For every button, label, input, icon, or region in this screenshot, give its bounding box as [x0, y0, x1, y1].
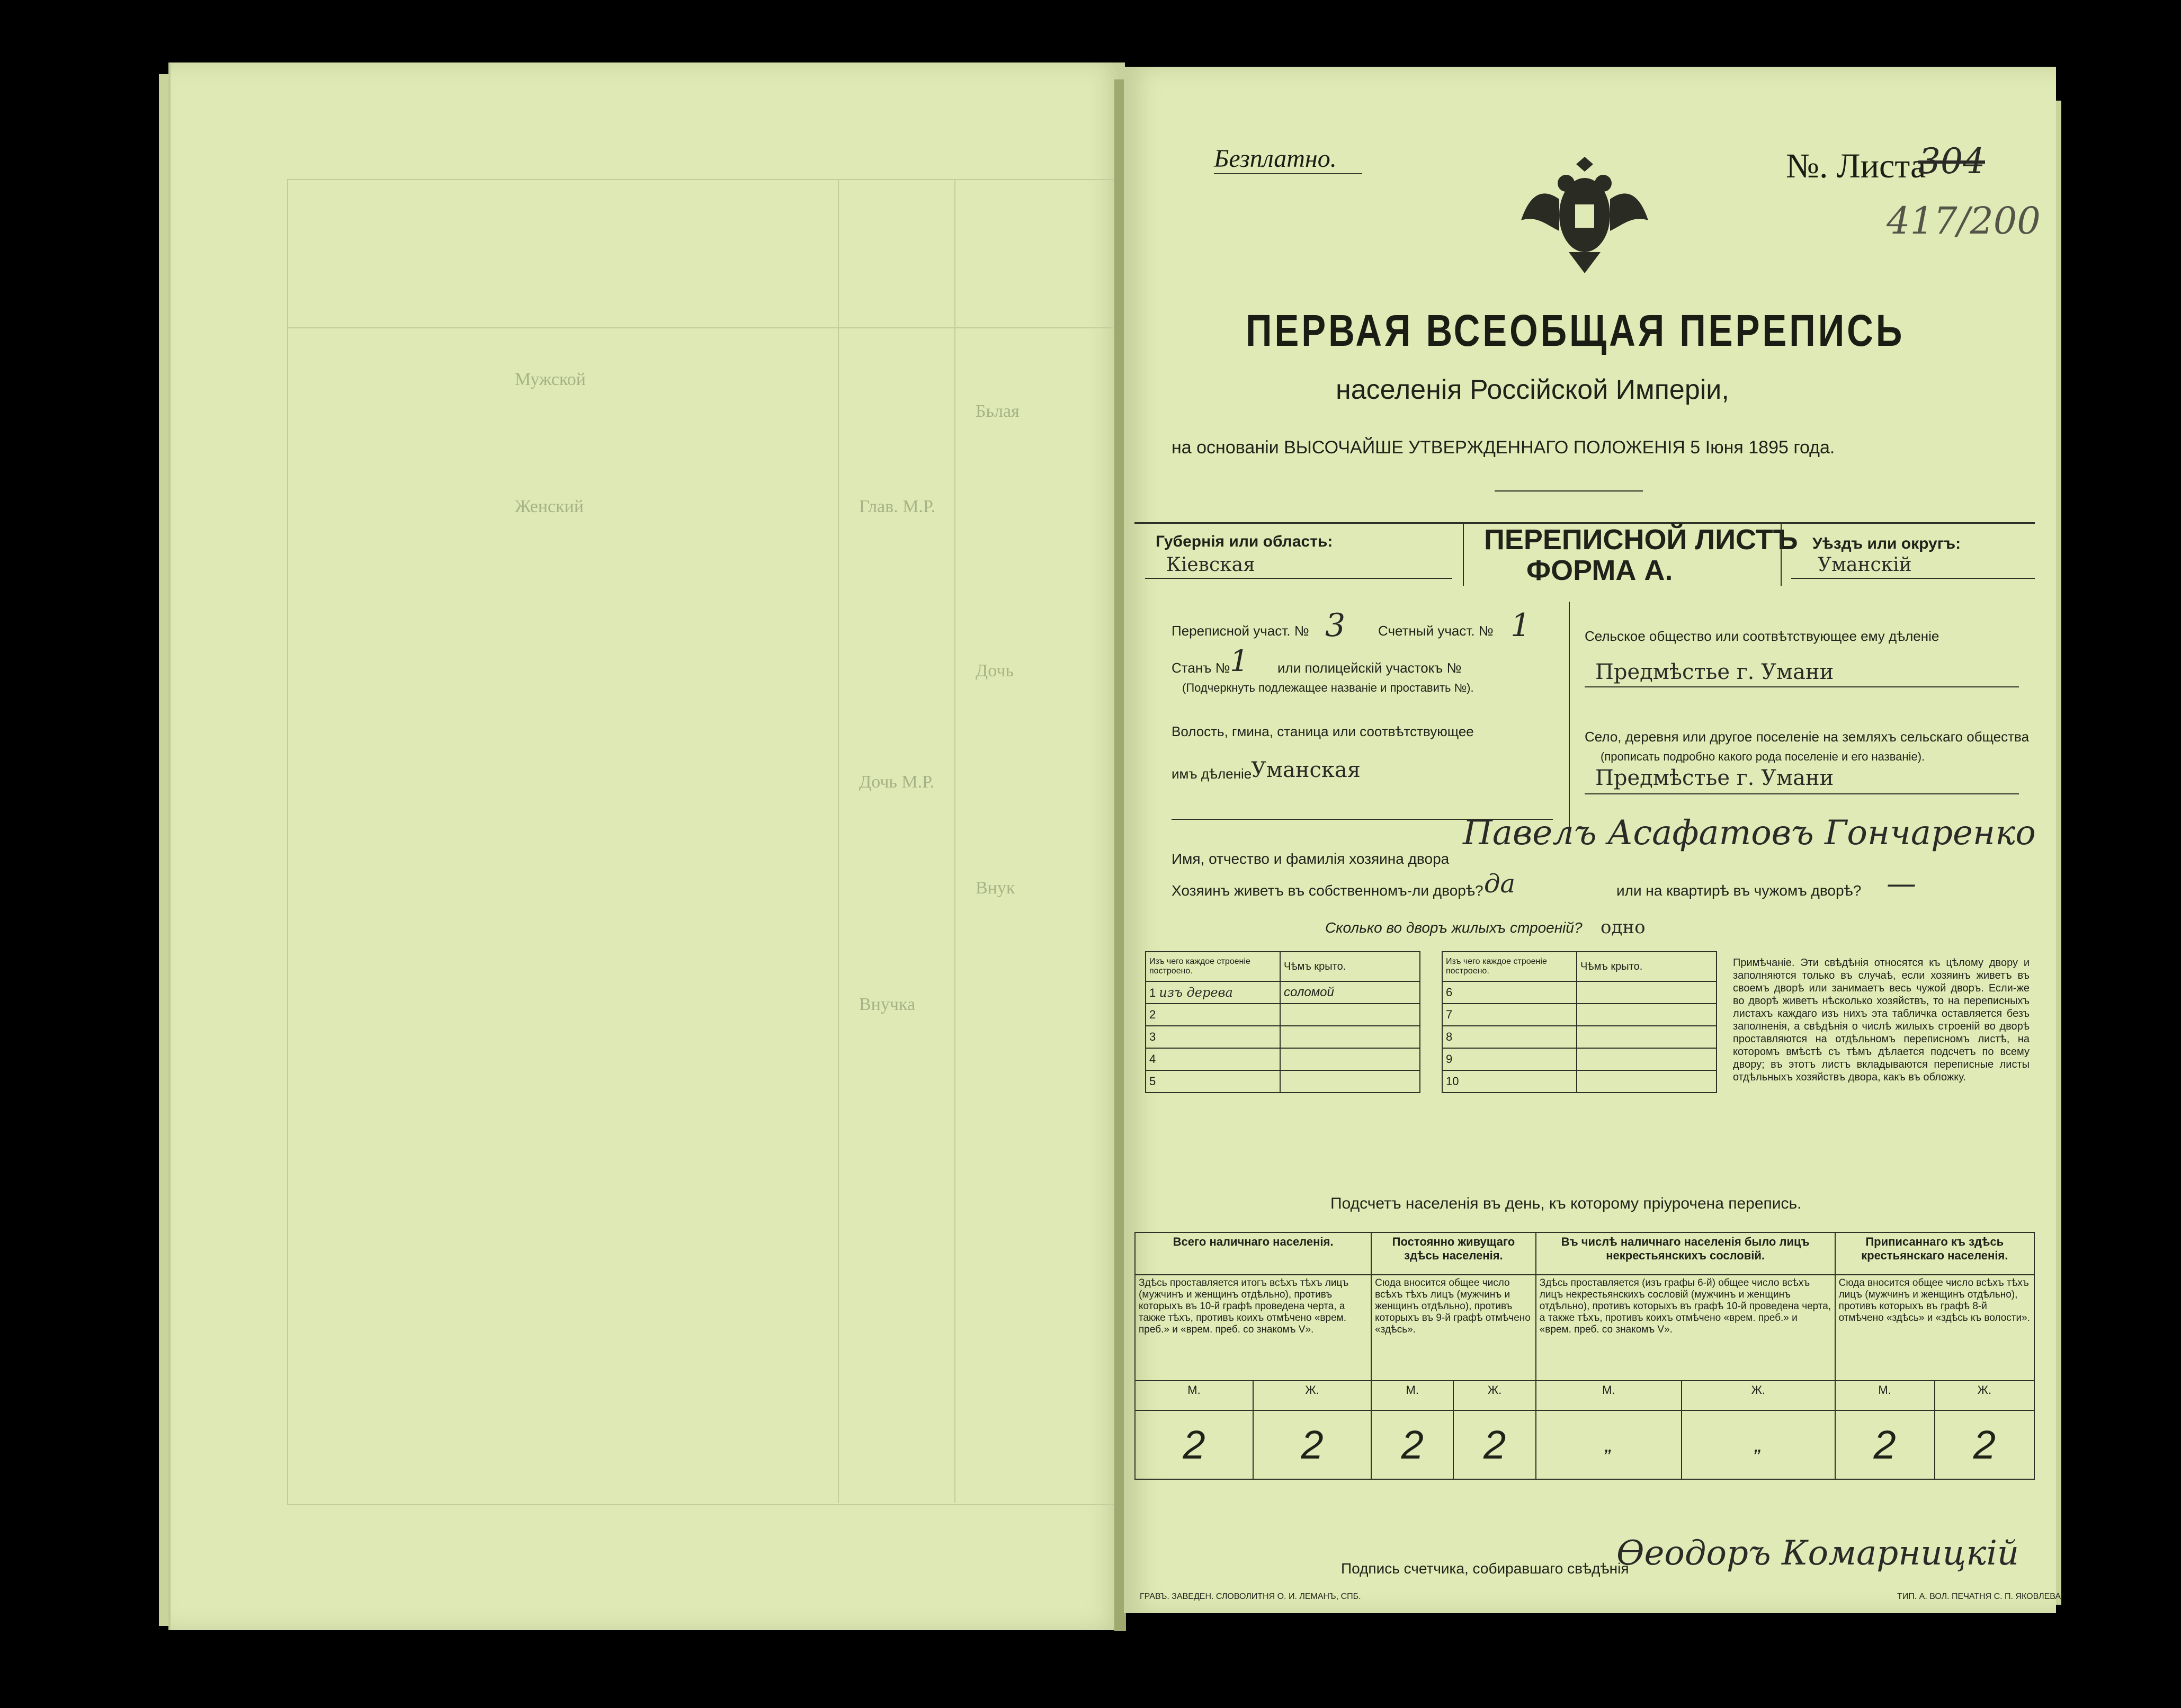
form-header-divider-1 — [1463, 522, 1464, 586]
pop-m-value: „ — [1536, 1410, 1682, 1479]
buildings-value: одно — [1601, 917, 1646, 938]
pop-col-head: Приписаннаго къ здѣсь крестьянскаго населенія. — [1835, 1232, 2034, 1275]
count-section-label: Счетный участ. № — [1378, 623, 1494, 639]
pop-f-value: „ — [1682, 1410, 1835, 1479]
volost-value: Уманская — [1251, 758, 1361, 782]
stan-value: 1 — [1230, 644, 1249, 678]
pop-f-value: 2 — [1253, 1410, 1371, 1479]
sheet-title-2: ФОРМА А. — [1526, 555, 1673, 586]
pop-m-label: М. — [1835, 1381, 1935, 1410]
sheet-no-value: 304 — [1918, 141, 1985, 182]
form-header-divider-2 — [1781, 522, 1782, 586]
pop-col-desc: Здѣсь проставляется (изъ графы 6-й) общее число всѣхъ лицъ некрестьянскихъ сословій (мужчинъ и женщинъ отдѣльно), противъ которыхъ въ графѣ 10-й проведена черта, а также тѣхъ, противъ коихъ отмѣчено «врем. преб.» и «врем. преб. со знакомъ V». — [1536, 1275, 1835, 1381]
archive-mark: 417/200 — [1887, 199, 2041, 243]
buildings-col-material: Изъ чего каждое строеніе построено. — [1442, 952, 1577, 981]
pop-f-label: Ж. — [1935, 1381, 2034, 1410]
row-roof — [1577, 1026, 1717, 1048]
buildings-row — [1146, 1070, 1420, 1093]
buildings-row — [1442, 1048, 1717, 1070]
pop-f-label: Ж. — [1682, 1381, 1835, 1410]
census-section-value: 3 — [1325, 607, 1346, 644]
row-number: 1 — [1149, 986, 1156, 999]
gubernia-value: Кіевская — [1166, 554, 1255, 576]
row-roof — [1577, 1004, 1717, 1026]
row-roof — [1577, 981, 1717, 1004]
row-roof — [1280, 1004, 1420, 1026]
ornament-divider — [1495, 490, 1643, 492]
buildings-row — [1146, 1026, 1420, 1048]
society-label: Сельское общество или соотвѣтствующее ему дѣленіе — [1585, 628, 1939, 644]
pop-m-label: М. — [1536, 1381, 1682, 1410]
row-number: 10 — [1442, 1070, 1577, 1093]
row-roof — [1280, 1048, 1420, 1070]
uezd-value: Уманскій — [1818, 554, 1912, 576]
row-roof — [1280, 1026, 1420, 1048]
signature-label: Подпись счетчика, собиравшаго свѣдѣнія — [1341, 1560, 1629, 1577]
buildings-row — [1146, 1004, 1420, 1026]
buildings-row — [1442, 981, 1717, 1004]
census-section-label: Переписной участ. № — [1172, 623, 1309, 639]
left-page — [168, 62, 1125, 1630]
buildings-row — [1146, 981, 1420, 1004]
society-value: Предмѣстье г. Умани — [1595, 660, 1834, 684]
census-basis: на основаніи ВЫСОЧАЙШЕ УТВЕРЖДЕННАГО ПОЛОЖЕНІЯ 5 Іюня 1895 года. — [1172, 437, 1835, 458]
row-roof — [1577, 1048, 1717, 1070]
owner-value: Павелъ Асафатовъ Гончаренко — [1463, 813, 2036, 853]
pop-col-desc: Сюда вносится общее число всѣхъ тѣхъ лицъ (мужчинъ и женщинъ отдѣльно), противъ которыхъ въ графѣ 8-й отмѣчено «здѣсь» и «здѣсь къ волости». — [1835, 1275, 2034, 1381]
village-note: (прописать подробно какого рода поселеніе и его названіе). — [1601, 750, 1925, 763]
uezd-label: Уѣздъ или округъ: — [1812, 535, 1961, 552]
buildings-row — [1442, 1026, 1717, 1048]
pop-col-head: Всего наличнаго населенія. — [1135, 1232, 1371, 1275]
pop-m-value: 2 — [1371, 1410, 1453, 1479]
volost-label-1: Волость, гмина, станица или соотвѣтствующее — [1172, 723, 1474, 739]
row-number: 3 — [1146, 1026, 1280, 1048]
pop-col-desc: Сюда вносится общее число всѣхъ тѣхъ лицъ (мужчинъ и женщинъ отдѣльно), противъ которыхъ въ 9-й графѣ отмѣчено «здѣсь». — [1371, 1275, 1536, 1381]
stan-note: (Подчеркнуть подлежащее названіе и проставить №). — [1182, 681, 1474, 694]
buildings-table-right — [1442, 951, 1717, 1093]
left-ghost-row-2: Глав. М.Р. — [859, 497, 936, 516]
gubernia-label: Губернія или область: — [1156, 533, 1333, 550]
row-number: 6 — [1442, 981, 1577, 1004]
left-ghost-header-line — [287, 327, 1113, 328]
population-heading: Подсчетъ населенія въ день, къ которому пріурочена перепись. — [1330, 1195, 1802, 1212]
left-ghost-col-2 — [954, 179, 955, 1503]
row-number: 9 — [1442, 1048, 1577, 1070]
printer-right: ТИП. А. ВОЛ. ПЕЧАТНЯ С. П. ЯКОВЛЕВА. — [1897, 1592, 2063, 1601]
row-number: 2 — [1146, 1004, 1280, 1026]
count-section-value: 1 — [1510, 607, 1531, 644]
sheet-no-label: №. Листа — [1786, 147, 1926, 185]
uezd-underline — [1791, 578, 2035, 579]
row-material: изъ дерева — [1159, 985, 1233, 1000]
pop-col-desc: Здѣсь проставляется итогъ всѣхъ тѣхъ лицъ (мужчинъ и женщинъ отдѣльно), противъ которыхъ въ 10-й графѣ проведена черта, а также тѣхъ, противъ коихъ отмѣчено «врем. преб.» и «врем. преб. со знакомъ V». — [1135, 1275, 1371, 1381]
census-title: ПЕРВАЯ ВСЕОБЩАЯ ПЕРЕПИСЬ — [1246, 306, 1905, 355]
right-page — [1124, 67, 2063, 1613]
row-number: 5 — [1146, 1070, 1280, 1093]
village-label: Село, деревня или другое поселеніе на земляхъ сельскаго общества — [1585, 729, 2030, 745]
pop-col-head: Въ числѣ наличнаго населенія было лицъ некрестьянскихъ сословій. — [1536, 1232, 1835, 1275]
own-house-label: Хозяинъ живетъ въ собственномъ-ли дворѣ? — [1172, 882, 1483, 899]
left-ghost-row-1: Бьлая — [976, 401, 1020, 421]
row-number: 7 — [1442, 1004, 1577, 1026]
pop-m-value: 2 — [1135, 1410, 1253, 1479]
pop-m-label: М. — [1371, 1381, 1453, 1410]
left-ghost-row-5: Внук — [976, 878, 1015, 898]
stan-label: Станъ № — [1172, 660, 1230, 676]
gubernia-underline — [1145, 578, 1452, 579]
left-ghost-row-4: Дочь М.Р. — [859, 772, 935, 792]
owner-label: Имя, отчество и фамилія хозяина двора — [1172, 851, 1450, 867]
buildings-label: Сколько во дворъ жилыхъ строеній? — [1325, 919, 1583, 936]
left-ghost-col-1 — [838, 179, 839, 1503]
buildings-col-roof: Чѣмъ крыто. — [1577, 952, 1717, 981]
buildings-note: Примѣчаніе. Эти свѣдѣнія относятся къ цѣлому двору и заполняются только въ случаѣ, если хозяинъ живетъ въ своемъ дворѣ или занимаетъ весь чужой дворъ. Если-же во дворѣ живетъ нѣсколько хозяйствъ, то на переписныхъ листахъ каждаго изъ нихъ эта табличка оставляется безъ заполненія, а свѣдѣнія о числѣ жилыхъ строеній во дворѣ проставляются на отдѣльномъ переписномъ листѣ, на которомъ вмѣстѣ съ тѣмъ дѣлается подсчетъ по всему двору; въ этотъ листъ вкладываются переписные листы отдѣльныхъ хозяйствъ двора, какъ въ обложку. — [1733, 957, 2030, 1083]
double-headed-eagle-icon — [1516, 146, 1653, 284]
pop-col-head: Постоянно живущаго здѣсь населенія. — [1371, 1232, 1536, 1275]
row-roof: соломой — [1280, 981, 1420, 1004]
rent-value: — — [1887, 866, 1916, 901]
row-number: 8 — [1442, 1026, 1577, 1048]
free-label: Безплатно. — [1214, 144, 1362, 174]
left-ghost-header-2: Женский — [515, 497, 584, 516]
buildings-row — [1146, 1048, 1420, 1070]
left-ghost-header-1: Мужской — [515, 370, 586, 389]
row-roof — [1577, 1070, 1717, 1093]
buildings-col-roof: Чѣмъ крыто. — [1280, 952, 1420, 981]
pop-f-label: Ж. — [1253, 1381, 1371, 1410]
left-ghost-grid — [287, 179, 1115, 1505]
buildings-col-material: Изъ чего каждое строеніе построено. — [1146, 952, 1280, 981]
rent-label: или на квартирѣ въ чужомъ дворѣ? — [1616, 882, 1862, 899]
signature-value: Ѳеодоръ Комарницкій — [1616, 1534, 2019, 1573]
pop-m-label: М. — [1135, 1381, 1253, 1410]
census-subtitle: населенія Россійской Имперіи, — [1336, 374, 1729, 405]
row-number: 4 — [1146, 1048, 1280, 1070]
village-underline — [1585, 793, 2019, 794]
pop-f-value: 2 — [1453, 1410, 1535, 1479]
pop-m-value: 2 — [1835, 1410, 1935, 1479]
society-underline — [1585, 686, 2019, 687]
printer-left: ГРАВЪ. ЗАВЕДЕН. СЛОВОЛИТНЯ О. И. ЛЕМАНЪ, СПБ. — [1140, 1592, 1361, 1601]
buildings-table-left — [1145, 951, 1420, 1093]
police-label: или полицейскій участокъ № — [1277, 660, 1462, 676]
village-value: Предмѣстье г. Умани — [1595, 766, 1834, 790]
buildings-row — [1442, 1070, 1717, 1093]
buildings-row — [1442, 1004, 1717, 1026]
pop-f-value: 2 — [1935, 1410, 2034, 1479]
row-roof — [1280, 1070, 1420, 1093]
volost-label-2: имъ дѣленіе — [1172, 766, 1252, 782]
pop-f-label: Ж. — [1453, 1381, 1535, 1410]
fields-divider — [1569, 602, 1570, 835]
left-ghost-row-6: Внучка — [859, 995, 916, 1014]
sheet-title-1: ПЕРЕПИСНОЙ ЛИСТЪ — [1484, 524, 1798, 556]
own-house-value: да — [1484, 869, 1516, 899]
left-ghost-row-3: Дочь — [976, 661, 1014, 681]
population-table — [1134, 1232, 2035, 1480]
